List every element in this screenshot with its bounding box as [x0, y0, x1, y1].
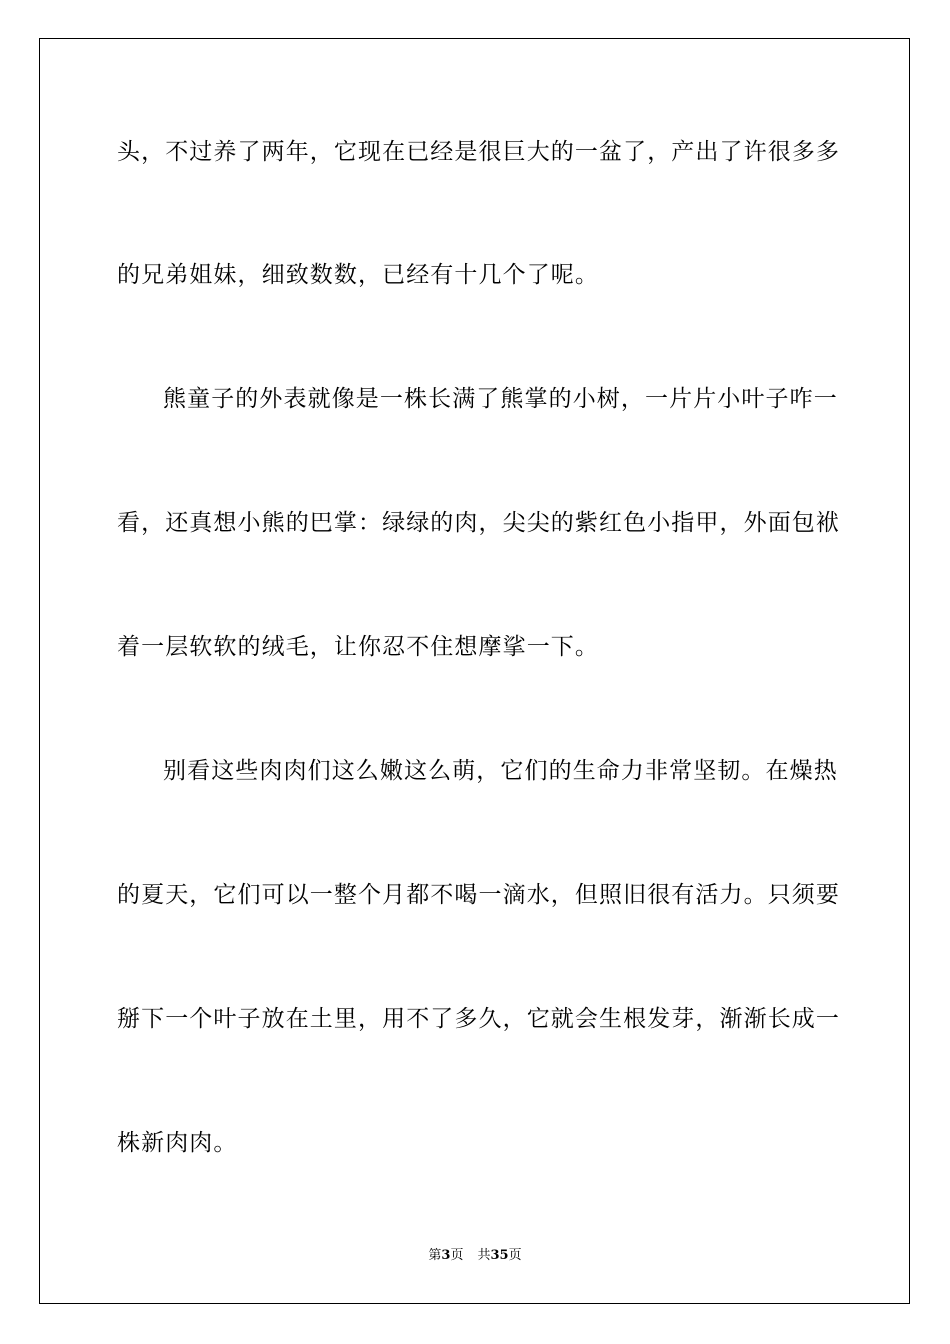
text-line-6: 别看这些肉肉们这么嫩这么萌，它们的生命力非常坚韧。在燥热	[163, 758, 838, 784]
page-border	[39, 38, 910, 1304]
text-line-4: 看，还真想小熊的巴掌：绿绿的肉，尖尖的紫红色小指甲，外面包袱	[117, 510, 840, 536]
footer-total-prefix: 共	[477, 1248, 491, 1263]
text-line-1: 头，不过养了两年，它现在已经是很巨大的一盆了，产出了许很多多	[117, 139, 840, 165]
footer-total-pages: 35	[490, 1248, 509, 1263]
text-line-3: 熊童子的外表就像是一株长满了熊掌的小树，一片片小叶子咋一	[163, 386, 838, 412]
footer-total-suffix: 页	[508, 1248, 522, 1263]
page-footer	[0, 1247, 950, 1265]
text-line-2: 的兄弟姐妹，细致数数，已经有十几个了呢。	[117, 262, 599, 288]
text-line-9: 株新肉肉。	[117, 1130, 238, 1156]
footer-page-number: 3	[441, 1248, 451, 1263]
text-line-5: 着一层软软的绒毛，让你忍不住想摩挲一下。	[117, 634, 599, 660]
footer-page-prefix: 第	[428, 1248, 442, 1263]
text-line-7: 的夏天，它们可以一整个月都不喝一滴水，但照旧很有活力。只须要	[117, 882, 840, 908]
text-line-8: 掰下一个叶子放在土里，用不了多久，它就会生根发芽，渐渐长成一	[117, 1006, 840, 1032]
footer-page-suffix: 页	[450, 1248, 464, 1263]
